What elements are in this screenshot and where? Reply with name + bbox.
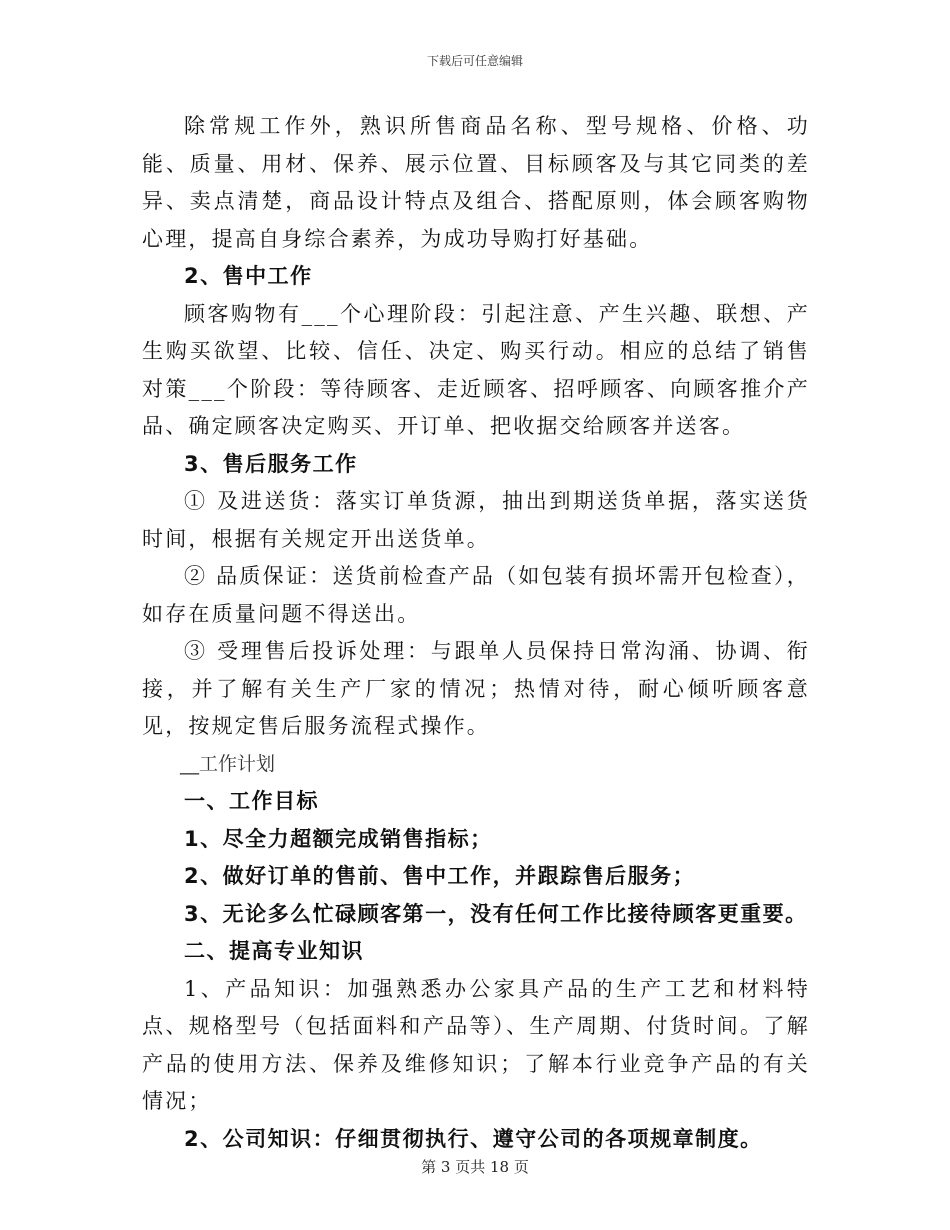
document-body: [142, 108, 810, 1158]
paragraph-purchase-stages: 顾客购物有___个心理阶段：引起注意、产生兴趣、联想、产生购买欲望、比较、信任、决定、购买行动。相应的总结了销售对策___个阶段：等待顾客、走近顾客、招呼顾客、向顾客推介产品、确定顾客决定购买、开订单、把收据交给顾客并送客。: [142, 301, 810, 438]
heading-company-knowledge: 2、公司知识：仔细贯彻执行、遵守公司的各项规章制度。: [184, 1126, 763, 1151]
heading-work-goal: 一、工作目标: [184, 789, 319, 813]
paragraph-product-info: 1、产品知识：加强熟悉办公家具产品的生产工艺和材料特点、规格型号（包括面料和产品等）、生产周期、付货时间。了解产品的使用方法、保养及维修知识；了解本行业竞争产品的有关情况；: [142, 976, 810, 1113]
paragraph-complaints: ③ 受理售后投诉处理：与跟单人员保持日常沟涌、协调、衔接，并了解有关生产厂家的情况；热情对待，耐心倾听顾客意见，按规定售后服务流程式操作。: [142, 639, 810, 738]
goal-item-3: 3、无论多么忙碌顾客第一，没有任何工作比接待顾客更重要。: [184, 901, 808, 926]
paragraph-delivery: ① 及进送货：落实订单货源，抽出到期送货单据，落实送货时间，根据有关规定开出送货单。: [142, 489, 810, 551]
heading-after-sale: 3、售后服务工作: [184, 451, 358, 476]
paragraph-product-knowledge: 除常规工作外，熟识所售商品名称、型号规格、价格、功能、质量、用材、保养、展示位置、目标顾客及与其它同类的差异、卖点清楚，商品设计特点及组合、搭配原则，体会顾客购物心理，提高自身综合素养，为成功导购打好基础。: [142, 114, 810, 251]
page-header: 下载后可任意编辑: [426, 54, 523, 68]
goal-item-1: 1、尽全力超额完成销售指标；: [184, 826, 493, 851]
page-footer: 第 3 页共 18 页: [421, 1158, 529, 1176]
work-plan-title: __工作计划: [180, 752, 276, 775]
heading-sale-mid: 2、售中工作: [184, 264, 313, 288]
goal-item-2: 2、做好订单的售前、售中工作，并跟踪售后服务；: [184, 864, 696, 888]
paragraph-quality: ② 品质保证：送货前检查产品（如包装有损坏需开包检查），如存在质量问题不得送出。: [142, 564, 810, 626]
heading-professional-knowledge: 二、提高专业知识: [184, 939, 364, 963]
